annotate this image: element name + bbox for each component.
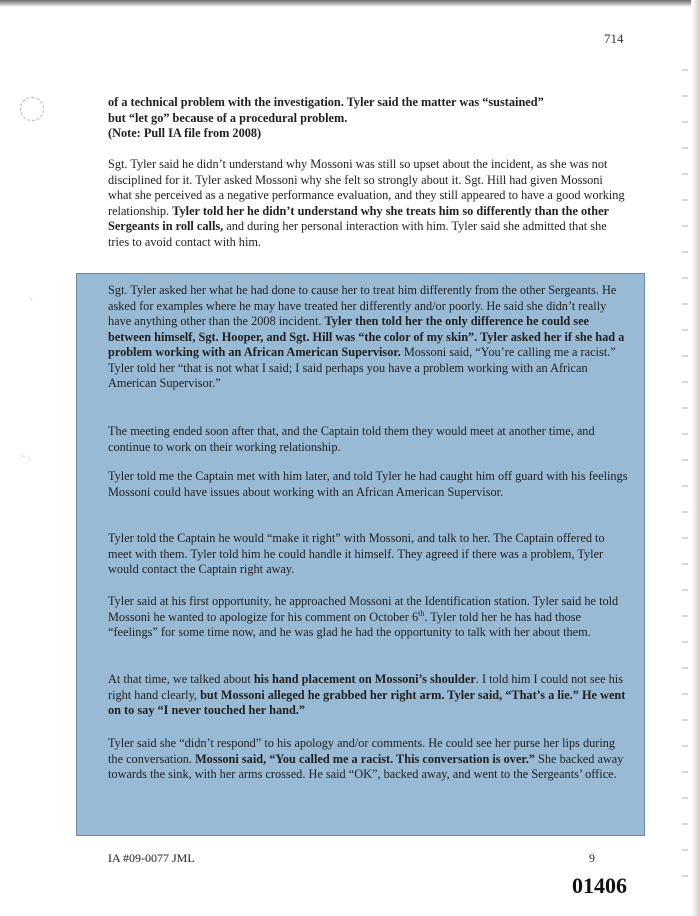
paragraph-text: The meeting ended soon after that, and the Captain told them they would meet at another time, and continue to work on their working relationship. [108,424,595,454]
case-number: IA #09-0077 JML [108,851,195,865]
scan-top-edge [0,0,699,7]
paragraph-text: Tyler told me the Captain met with him later, and told Tyler he had caught him off guard with his feelings Mossoni could have issues about working with an African American Supervisor. [108,469,628,499]
superscript: th [418,608,425,618]
bold-run: Mossoni said, “You called me a racist. This conversation is over.” [195,751,535,766]
bates-number: 01406 [572,873,627,898]
footer-page-number: 9 [589,851,595,865]
text-run: At that time, we talked about [108,672,254,686]
text-run: Sgt. Tyler said he didn’t understand why Mossoni was still so upset about the incident, as she was not disciplined for it. Tyler asked Mossoni why she felt so strongly about it. Sgt. Hill had given Mossoni what she perceived as a negative performance evaluation, and they still appeared to have a good working relationship. [108,157,625,218]
highlight-paragraph-3 [108,469,628,500]
bold-run: his hand placement on Mossoni’s shoulder [253,672,476,686]
scan-speck: · [30,295,34,306]
highlight-paragraph-1 [108,283,628,392]
highlighted-section [76,273,645,836]
intro-line: but “let go” because of a procedural problem. [108,110,348,125]
bold-run: Tyler then told her the only difference he could see between himself, Sgt. Hooper, and Sgt. Hill was “the color of my skin”. Tyler asked her if she had a problem working with an African American Supervisor. [108,314,625,359]
text-run: . Tyler told her he has had those “feelings” for some time now, and he was glad he had the opportunity to talk with her about them. [108,609,591,639]
highlight-paragraph-2 [108,424,628,455]
text-run: Mossoni said, “You’re calling me a racist.” Tyler told her “that is not what I said; I said perhaps you have a problem working with an African American Supervisor.” [108,345,616,390]
text-run: Tyler said at his first opportunity, he approached Mossoni at the Identification station. Tyler said he told Mossoni he wanted to apologize for his comment on October 6 [108,594,619,624]
bold-run: Tyler told her he didn’t understand why she treats him so differently than the other Sergeants in roll calls, [108,203,609,233]
highlight-paragraph-4 [108,531,628,578]
text-run: and during her personal interaction with him. Tyler said she admitted that she tries to avoid contact with him. [108,219,607,249]
text-run: Sgt. Tyler asked her what he had done to cause her to treat him differently from the other Sergeants. He asked for examples where he may have treated her differently and/or poorly. He said she didn’t really have anything other than the 2008 incident. [108,283,617,328]
bold-run: but Mossoni alleged he grabbed her right arm. Tyler said, “That’s a lie.” He went on to say “I never touched her hand.” [108,687,626,717]
intro-line: of a technical problem with the investigation. Tyler said the matter was “sustained” [108,95,544,109]
paragraph-text [108,157,628,250]
paragraph-text [108,672,628,719]
scan-right-edge [691,0,699,916]
page-number: 714 [604,31,624,46]
highlight-paragraph-5 [108,594,628,641]
intro-paragraph [108,95,628,142]
paragraph-2 [108,157,628,250]
paragraph-text: Tyler told the Captain he would “make it right” with Mossoni, and talk to her. The Captain offered to meet with them. Tyler told him he could handle it himself. They agreed if there was a problem, Tyler would contact the Captain right away. [108,531,605,576]
intro-note: (Note: Pull IA file from 2008) [108,126,262,140]
text-run: Tyler said she “didn’t respond” to his apology and/or comments. He could see her purse her lips during the conversation. [108,736,616,766]
paragraph-text [108,594,628,641]
text-run: . I told him I could not see his right hand clearly, [108,672,623,702]
scan-speck: ˆ · [22,455,32,466]
scan-edge-marks [682,60,688,880]
highlight-paragraph-7 [108,736,628,783]
paragraph-text [108,736,628,783]
text-run: She backed away towards the sink, with her arms crossed. He said “OK”, backed away, and went to the Sergeants’ office. [108,751,624,781]
paragraph-text [108,283,628,392]
punch-hole-mark [20,97,44,121]
highlight-paragraph-6 [108,672,628,719]
